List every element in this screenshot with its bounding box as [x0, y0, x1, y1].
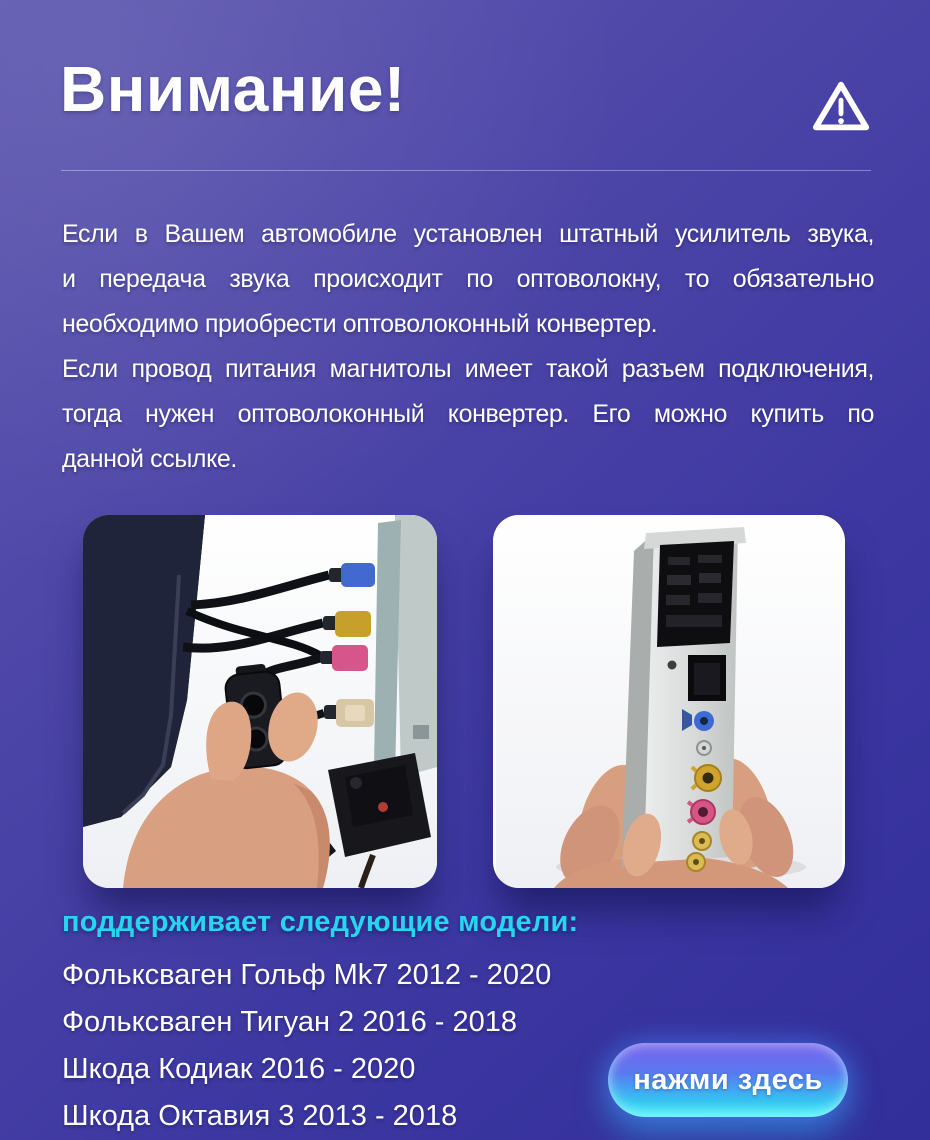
- header-divider: [61, 170, 871, 171]
- intro-line: данной ссылке.: [62, 445, 237, 473]
- intro-line: Если в Вашем автомобиле установлен штатный усилитель звука,: [62, 220, 874, 248]
- optical-power-connector-photo: [83, 515, 437, 888]
- model-item: Шкода Кодиак 2016 - 2020: [62, 1053, 416, 1085]
- supported-models-section: [62, 906, 578, 1140]
- model-item: Шкода Октавия 3 2013 - 2018: [62, 1100, 458, 1132]
- supported-models-heading: поддерживает следующие модели:: [62, 906, 579, 938]
- model-item: Фольксваген Тигуан 2 2016 - 2018: [62, 1006, 518, 1038]
- intro-text: [62, 212, 874, 482]
- model-item: Фольксваген Гольф Mk7 2012 - 2020: [62, 959, 552, 991]
- intro-line: и передача звука происходит по оптоволокну, то обязательно: [62, 265, 874, 293]
- page-title: Внимание!: [60, 53, 406, 125]
- intro-line: необходимо приобрести оптоволоконный конвертер.: [62, 310, 658, 338]
- yellow-fakra-socket: [692, 765, 721, 791]
- click-here-button[interactable]: нажми здесь: [608, 1043, 848, 1117]
- intro-line: Если провод питания магнитолы имеет такой разъем подключения,: [62, 355, 874, 383]
- warning-triangle-icon: [810, 76, 872, 138]
- pink-fakra-socket: [688, 800, 715, 824]
- intro-line: тогда нужен оптоволоконный конвертер. Его можно купить по: [62, 400, 874, 428]
- head-unit-rear-photo: [493, 515, 845, 888]
